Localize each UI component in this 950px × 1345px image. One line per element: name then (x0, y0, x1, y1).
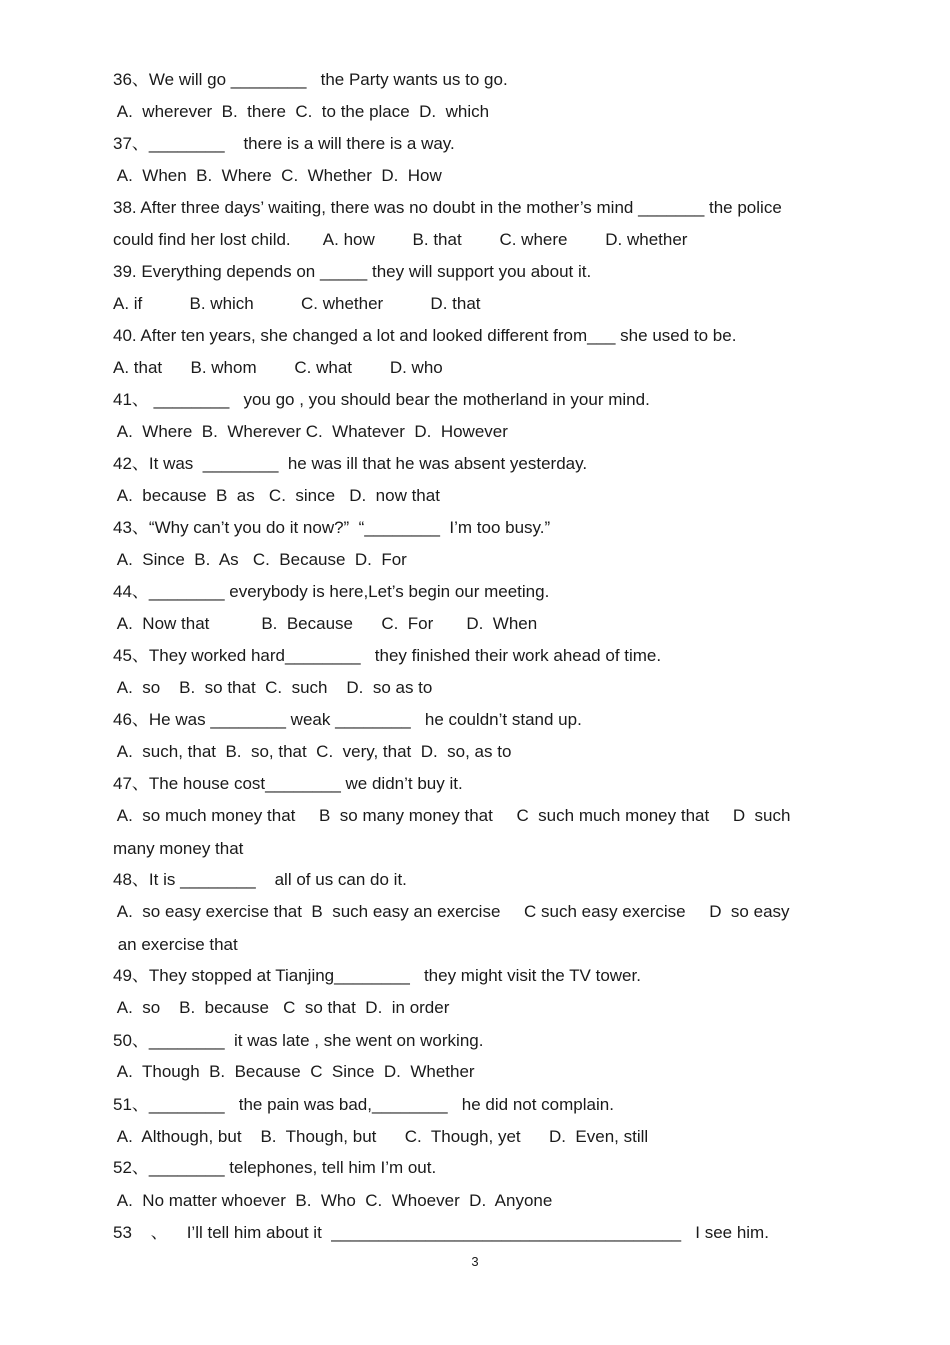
question-44: 44、________ everybody is here,Let’s begin our meeting. (113, 582, 550, 601)
question-51: 51、________ the pain was bad,________ he did not complain. (113, 1095, 614, 1114)
question-40: 40. After ten years, she changed a lot and looked different from___ she used to be. (113, 326, 737, 345)
question-36-options: A. wherever B. there C. to the place D. which (113, 102, 490, 121)
question-46: 46、He was ________ weak ________ he couldn’t stand up. (113, 710, 582, 729)
question-45: 45、They worked hard________ they finished their work ahead of time. (113, 646, 662, 665)
question-53: 53 、 I’ll tell him about it _____________________________________ I see him. (113, 1223, 769, 1242)
question-39: 39. Everything depends on _____ they will support you about it. (113, 262, 592, 281)
question-50-options: A. Though B. Because C Since D. Whether (113, 1062, 475, 1081)
question-52-options: A. No matter whoever B. Who C. Whoever D. Anyone (113, 1191, 553, 1210)
question-43: 43、“Why can’t you do it now?” “________ I’m too busy.” (113, 518, 551, 537)
question-41-options: A. Where B. Wherever C. Whatever D. However (113, 422, 508, 441)
question-48-options: A. so easy exercise that B such easy an exercise C such easy exercise D so easy (113, 902, 790, 921)
question-45-options: A. so B. so that C. such D. so as to (113, 678, 433, 697)
question-46-options: A. such, that B. so, that C. very, that D. so, as to (113, 742, 512, 761)
question-37-options: A. When B. Where C. Whether D. How (113, 166, 442, 185)
question-42: 42、It was ________ he was ill that he was absent yesterday. (113, 454, 588, 473)
question-38-continued: could find her lost child. A. how B. that C. where D. whether (113, 230, 688, 249)
question-44-options: A. Now that B. Because C. For D. When (113, 614, 538, 633)
question-52: 52、________ telephones, tell him I’m out. (113, 1158, 437, 1177)
question-38: 38. After three days’ waiting, there was no doubt in the mother’s mind _______ the police (113, 198, 782, 217)
question-50: 50、________ it was late , she went on working. (113, 1031, 484, 1050)
question-37: 37、________ there is a will there is a way. (113, 134, 455, 153)
question-43-options: A. Since B. As C. Because D. For (113, 550, 407, 569)
question-39-options: A. if B. which C. whether D. that (113, 294, 481, 313)
question-47-options: A. so much money that B so many money that C such much money that D such (113, 806, 791, 825)
question-36: 36、We will go ________ the Party wants us to go. (113, 70, 508, 89)
question-49: 49、They stopped at Tianjing________ they might visit the TV tower. (113, 966, 641, 985)
question-49-options: A. so B. because C so that D. in order (113, 998, 450, 1017)
question-41: 41、 ________ you go , you should bear the motherland in your mind. (113, 390, 650, 409)
question-42-options: A. because B as C. since D. now that (113, 486, 440, 505)
question-51-options: A. Although, but B. Though, but C. Though, yet D. Even, still (113, 1127, 649, 1146)
question-47: 47、The house cost________ we didn’t buy it. (113, 774, 463, 793)
question-40-options: A. that B. whom C. what D. who (113, 358, 443, 377)
question-48: 48、It is ________ all of us can do it. (113, 870, 407, 889)
question-48-options-continued: an exercise that (113, 935, 238, 954)
question-47-options-continued: many money that (113, 839, 244, 858)
page-number: 3 (471, 1254, 479, 1269)
